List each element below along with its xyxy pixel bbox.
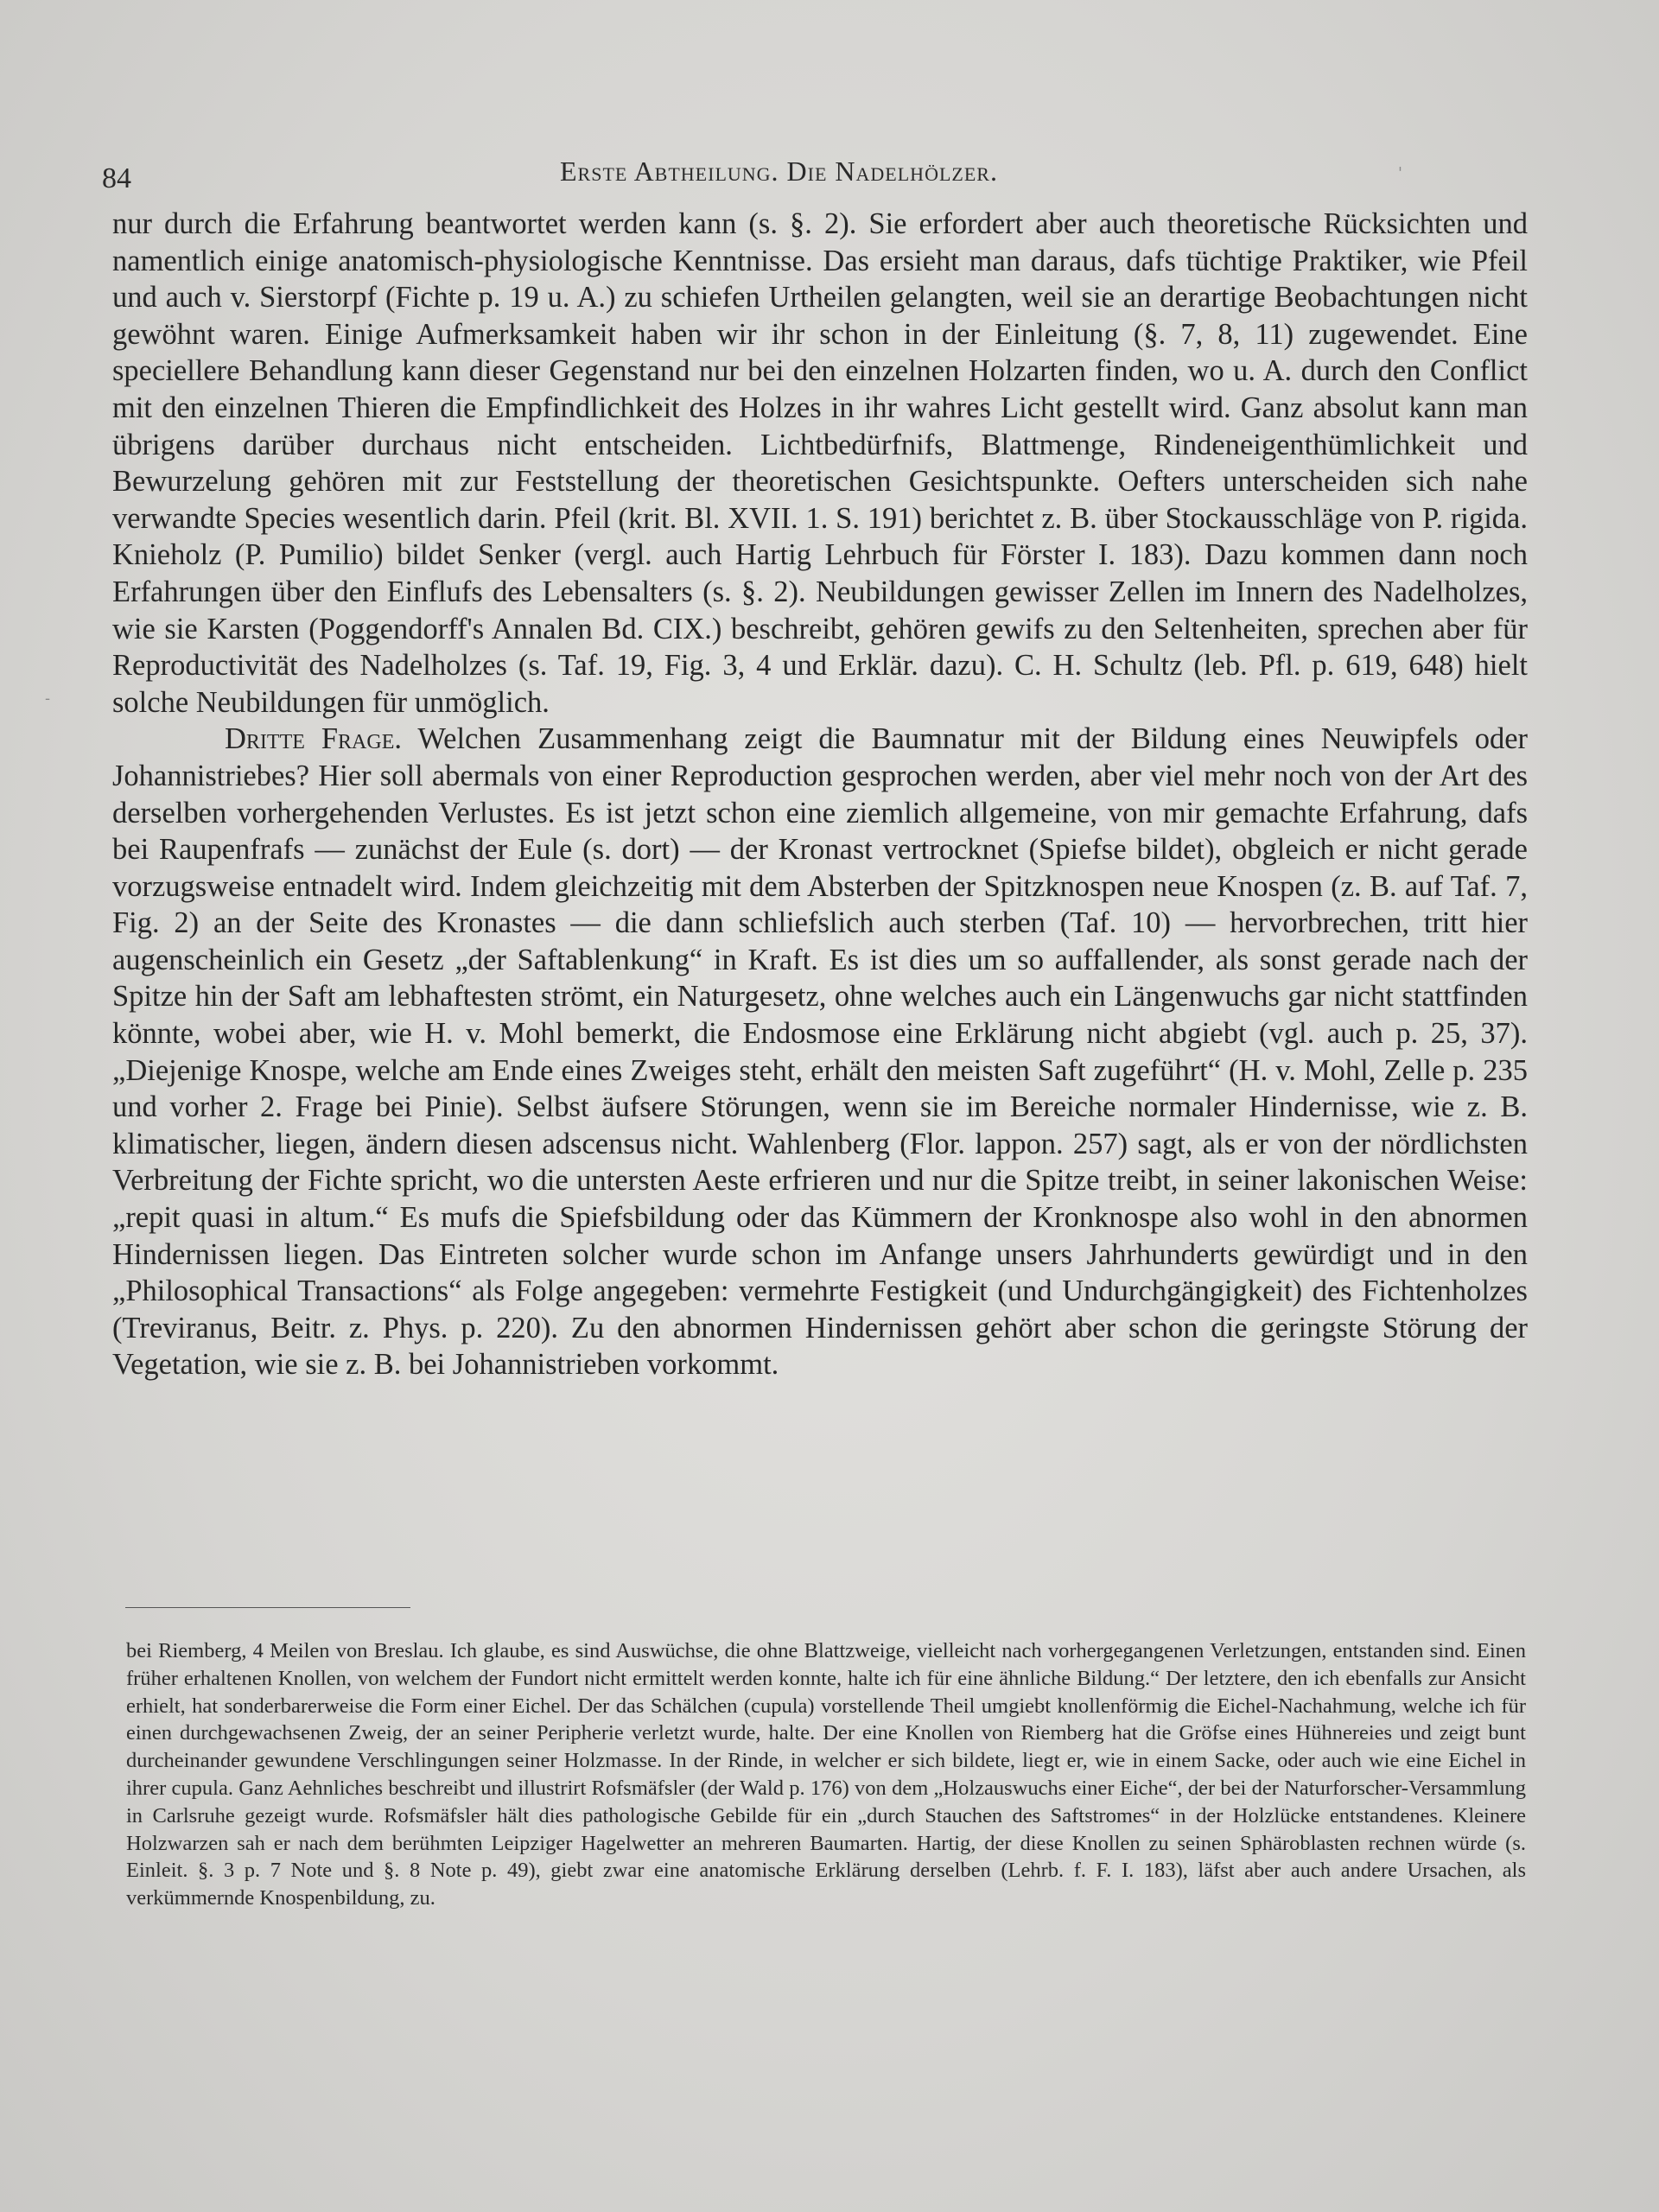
paragraph-second-text: Welchen Zusammenhang zeigt die Baumnatur mit der Bildung eines Neuwipfels oder Johannistriebes? Hier soll abermals von einer Reproduction gesprochen werden, aber viel mehr noch von der Art des derselben vorhergehenden Verlustes. Es ist jetzt schon eine ziemlich allgemeine, von mir gemachte Erfahrung, dafs bei Raupenfrafs — zunächst der Eule (s. dort) — der Kronast vertrocknet (Spiefse bildet), obgleich er nicht gerade vorzugsweise entnadelt wird. Indem gleichzeitig mit dem Absterben der Spitzknospen neue Knospen (z. B. auf Taf. 7, Fig. 2) an der Seite des Kronastes — die dann schliefslich auch sterben (Taf. 10) — hervorbrechen, tritt hier augenscheinlich ein Gesetz „der Saftablenkung“ in Kraft. Es ist dies um so auffallender, als sonst gerade nach der Spitze hin der Saft am lebhaftesten strömt, ein Naturgesetz, ohne welches auch ein Längenwuchs gar nicht stattfinden könnte, wobei aber, wie H. v. Mohl bemerkt, die Endosmose eine Erklärung nicht abgiebt (vgl. auch p. 25, 37). „Diejenige Knospe, welche am Ende eines Zweiges steht, erhält den meisten Saft zugeführt“ (H. v. Mohl, Zelle p. 235 und vorher 2. Frage bei Pinie). Selbst äufsere Störungen, wenn sie im Bereiche normaler Hindernisse, wie z. B. klimatischer, liegen, ändern diesen adscensus nicht. Wahlenberg (Flor. lappon. 257) sagt, als er von der nördlichsten Verbreitung der Fichte spricht, wo die untersten Aeste erfrieren und nur die Spitze treibt, in seiner lakonischen Weise: „repit quasi in altum.“ Es mufs die Spiefsbildung oder das Kümmern der Kronknospe also wohl in den abnormen Hindernissen liegen. Das Eintreten solcher wurde schon im Anfange unsers Jahrhunderts gewürdigt und in den „Philosophical Transactions“ als Folge angegeben: vermehrte Festigkeit (und Undurchgängigkeit) des Fichtenholzes (Treviranus, Beitr. z. Phys. p. 220). Zu den abnormen Hindernissen gehört aber schon die geringste Störung der Vegetation, wie sie z. B. bei Johannistrieben vorkommt. — [112, 722, 1529, 1382]
main-text — [112, 206, 1528, 1383]
margin-mark-left: - — [45, 690, 51, 708]
page-number: 84 — [102, 162, 131, 194]
running-title: Erste Abtheilung. Die Nadelhölzer. — [560, 156, 998, 187]
running-head — [102, 156, 1528, 199]
paragraph-second — [112, 721, 1528, 1383]
paragraph-first: nur durch die Erfahrung beantwortet werden kann (s. §. 2). Sie erfordert aber auch theoretische Rücksichten und namentlich einige anatomisch-physiologische Kenntnisse. Das ersieht man daraus, dafs tüchtige Praktiker, wie Pfeil und auch v. Sierstorpf (Fichte p. 19 u. A.) zu schiefen Urtheilen gelangten, weil sie an derartige Beobachtungen nicht gewöhnt waren. Einige Aufmerksamkeit haben wir ihr schon in der Einleitung (§. 7, 8, 11) zugewendet. Eine speciellere Behandlung kann dieser Gegenstand nur bei den einzelnen Holzarten finden, wo u. A. durch den Conflict mit den einzelnen Thieren die Empfindlichkeit des Holzes in ihr wahres Licht gestellt wird. Ganz absolut kann man übrigens darüber durchaus nicht entscheiden. Lichtbedürfnifs, Blattmenge, Rindeneigenthümlichkeit und Bewurzelung gehören mit zur Feststellung der theoretischen Gesichtspunkte. Oefters unterscheiden sich nahe verwandte Species wesentlich darin. Pfeil (krit. Bl. XVII. 1. S. 191) berichtet z. B. über Stockausschläge von P. rigida. Knieholz (P. Pumilio) bildet Senker (vergl. auch Hartig Lehrbuch für Förster I. 183). Dazu kommen dann noch Erfahrungen über den Einflufs des Lebensalters (s. §. 2). Neubildungen gewisser Zellen im Innern des Nadelholzes, wie sie Karsten (Poggendorff's Annalen Bd. CIX.) beschreibt, gehören gewifs zu den Seltenheiten, sprechen aber für Reproductivität des Nadelholzes (s. Taf. 19, Fig. 3, 4 und Erklär. dazu). C. H. Schultz (leb. Pfl. p. 619, 648) hielt solche Neubildungen für unmöglich. — [112, 207, 1528, 719]
footnote-text: bei Riemberg, 4 Meilen von Breslau. Ich glaube, es sind Auswüchse, die ohne Blattzweige, vielleicht nach vorhergegangenen Verletzungen, entstanden sind. Einen früher erhaltenen Knollen, von welchem der Fundort nicht ermittelt werden konnte, halte ich für eine ähnliche Bildung.“ Der letztere, den ich ebenfalls zur Ansicht erhielt, hat sonderbarerweise die Form einer Eichel. Der das Schälchen (cupula) vorstellende Theil umgiebt knollenförmig die Eichel-Nachahmung, welche ich für einen durchgewachsenen Zweig, der an seiner Peripherie verletzt wurde, halte. Der eine Knollen von Riemberg hat die Gröfse eines Hühnereies und zeigt bunt durcheinander gewundene Verschlingungen seiner Holzmasse. In der Rinde, in welcher er sich bildete, liegt er, wie in einem Sacke, oder auch wie eine Eichel in ihrer cupula. Ganz Aehnliches beschreibt und illustrirt Rofsmäfsler (der Wald p. 176) von dem „Holzauswuchs einer Eiche“, der bei der Naturforscher-Versammlung in Carlsruhe gezeigt wurde. Rofsmäfsler hält dies pathologische Gebilde für ein „durch Stauchen des Saftstromes“ in der Holzlücke entstandenes. Kleinere Holzwarzen sah er nach dem berühmten Leipziger Hagelwetter an mehreren Baumarten. Hartig, der diese Knollen zu seinen Sphäroblasten rechnen würde (s. Einleit. §. 3 p. 7 Note und §. 8 Note p. 49), giebt zwar eine anatomische Erklärung derselben (Lehrb. f. F. I. 183), läfst aber auch andere Ursachen, als verkümmernde Knospenbildung, zu. — [126, 1639, 1526, 1910]
footnote-block — [126, 1637, 1526, 1912]
footnote-divider — [125, 1607, 410, 1608]
margin-mark-top-right: ' — [1398, 164, 1402, 182]
section-heading-dritte-frage: Dritte Frage. — [225, 722, 402, 756]
